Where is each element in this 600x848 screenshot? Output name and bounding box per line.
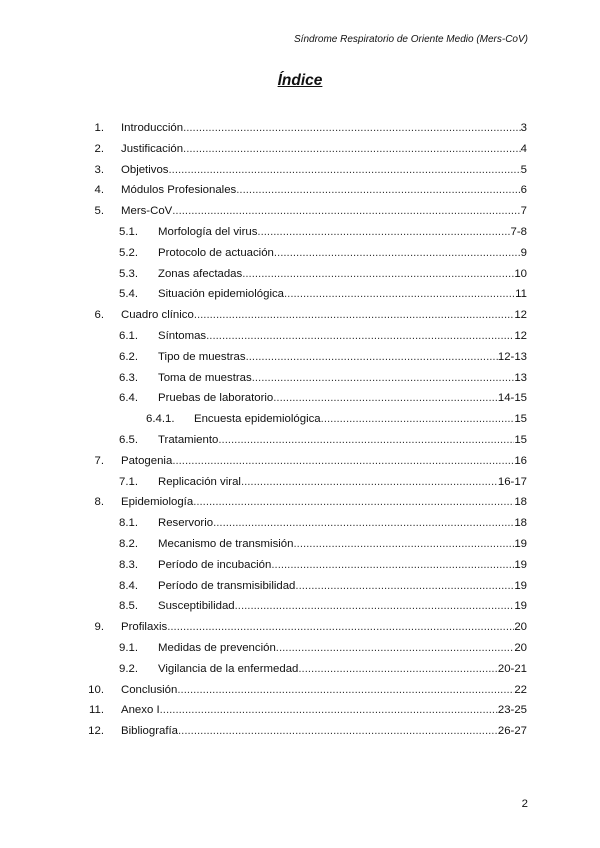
toc-entry (0, 596, 600, 617)
toc-entry-line (158, 596, 527, 617)
toc-entry-page: 16 (514, 454, 527, 467)
toc-entry (0, 680, 600, 701)
toc-entry (0, 617, 600, 638)
toc-entry-page: 18 (514, 517, 527, 530)
dot-leader (218, 430, 514, 451)
toc-entry (0, 409, 600, 430)
toc-entry (0, 368, 600, 389)
dot-leader (242, 264, 514, 285)
toc-entry-number: 8.1. (119, 517, 138, 530)
dot-leader (168, 160, 520, 181)
toc-entry-number: 6.4.1. (146, 413, 175, 426)
toc-entry (0, 638, 600, 659)
toc-entry-title: Anexo I (121, 704, 160, 717)
toc-entry-number: 9.1. (119, 641, 138, 654)
toc-entry-page: 11 (515, 288, 527, 301)
toc-entry-page: 15 (514, 413, 527, 426)
toc-entry-number: 1. (94, 122, 104, 134)
dot-leader (271, 555, 514, 576)
toc-entry-number: 9.2. (119, 662, 138, 675)
toc-entry-page: 20-21 (497, 662, 527, 675)
toc-entry-title: Encuesta epidemiológica (194, 413, 321, 426)
toc-entry-number: 9. (94, 621, 104, 634)
toc-entry-title: Reservorio (158, 517, 214, 530)
toc-entry-page: 12-13 (497, 350, 527, 363)
toc-entry-line (158, 472, 527, 493)
toc-entry-title: Cuadro clínico (121, 309, 194, 322)
toc-entry-number: 6.5. (119, 433, 138, 446)
dot-leader (295, 576, 514, 597)
toc-entry-number: 12. (88, 725, 104, 738)
toc-entry-line (158, 284, 527, 305)
toc-entry-number: 5.1. (119, 225, 138, 238)
dot-leader (183, 118, 521, 139)
page-title: Índice (277, 72, 323, 89)
toc-entry-title: Período de incubación (158, 558, 272, 571)
toc-entry-page: 12 (514, 309, 527, 322)
toc-entry-number: 6.3. (119, 371, 138, 384)
toc-entry-page: 15 (514, 433, 527, 446)
toc-entry-page: 18 (514, 496, 527, 509)
dot-leader (246, 347, 498, 368)
toc-entry (0, 243, 600, 264)
toc-entry-number: 5.3. (119, 267, 138, 280)
toc-entry-title: Protocolo de actuación (158, 246, 274, 259)
toc-entry-line (158, 368, 527, 389)
toc-entry-title: Epidemiología (121, 496, 194, 509)
toc-entry-title: Susceptibilidad (158, 600, 235, 613)
toc-entry-title: Tratamiento (158, 433, 219, 446)
toc-entry-number: 5.2. (119, 246, 138, 259)
toc-entry-title: Módulos Profesionales (121, 184, 237, 197)
toc-entry (0, 721, 600, 742)
toc-entry-line (158, 555, 527, 576)
toc-entry-line (121, 201, 527, 222)
toc-entry-title: Vigilancia de la enfermedad (158, 662, 299, 675)
toc-entry-page: 19 (514, 579, 527, 592)
toc-entry (0, 118, 600, 139)
toc-entry-line (158, 638, 527, 659)
toc-entry-page: 7 (520, 205, 527, 218)
toc-entry-title: Medidas de prevención (158, 641, 276, 654)
toc-entry-line (158, 347, 527, 368)
toc-entry (0, 139, 600, 160)
toc-entry-line (121, 700, 527, 721)
toc-entry-page: 20 (514, 621, 527, 634)
toc-entry-number: 5. (94, 205, 104, 218)
dot-leader (257, 222, 510, 243)
toc-entry (0, 180, 600, 201)
toc-entry-title: Introducción (121, 122, 184, 134)
toc-entry (0, 576, 600, 597)
toc-entry-title: Síntomas (158, 329, 207, 342)
toc-entry-title: Mecanismo de transmisión (158, 537, 294, 550)
toc-entry-number: 8.2. (119, 537, 138, 550)
toc-entry-title: Replicación viral (158, 475, 241, 488)
toc-entry-title: Zonas afectadas (158, 267, 243, 280)
toc-entry-line (158, 430, 527, 451)
toc-entry-line (158, 326, 527, 347)
toc-entry-number: 8. (94, 496, 104, 509)
dot-leader (241, 472, 498, 493)
toc-entry-number: 8.4. (119, 579, 138, 592)
toc-entry-line (158, 534, 527, 555)
toc-entry (0, 347, 600, 368)
dot-leader (193, 492, 514, 513)
toc-entry-page: 14-15 (497, 392, 527, 405)
toc-entry (0, 700, 600, 721)
dot-leader (284, 284, 515, 305)
dot-leader (293, 534, 514, 555)
toc-entry-page: 3 (520, 122, 527, 134)
dot-leader (177, 680, 514, 701)
toc-entry (0, 305, 600, 326)
toc-entry-line (158, 576, 527, 597)
dot-leader (167, 617, 514, 638)
toc-entry-number: 2. (94, 142, 104, 155)
toc-entry-page: 9 (520, 246, 527, 259)
toc-entry-title: Pruebas de laboratorio (158, 392, 274, 405)
toc-entry (0, 451, 600, 472)
toc-entry-page: 22 (514, 683, 527, 696)
toc-entry-page: 19 (514, 537, 527, 550)
toc-entry-page: 13 (514, 371, 527, 384)
toc-entry-page: 6 (520, 184, 527, 197)
toc-entry-page: 7-8 (510, 225, 527, 238)
toc-entry (0, 430, 600, 451)
dot-leader (194, 305, 515, 326)
dot-leader (235, 596, 515, 617)
dot-leader (213, 513, 514, 534)
toc-entry-line (121, 118, 527, 139)
toc-entry-line (158, 388, 527, 409)
toc-entry-line (121, 180, 527, 201)
toc-entry-line (194, 409, 527, 430)
table-of-contents (0, 118, 600, 742)
toc-entry-line (121, 492, 527, 513)
toc-entry-line (121, 305, 527, 326)
dot-leader (321, 409, 515, 430)
toc-entry-line (121, 160, 527, 181)
toc-entry-line (121, 680, 527, 701)
toc-entry-page: 19 (514, 558, 527, 571)
dot-leader (298, 659, 497, 680)
toc-entry-line (121, 451, 527, 472)
toc-entry (0, 264, 600, 285)
toc-entry-page: 19 (514, 600, 527, 613)
toc-entry-number: 6.4. (119, 392, 138, 405)
toc-entry-line (158, 243, 527, 264)
toc-entry-number: 4. (94, 184, 104, 197)
dot-leader (274, 243, 521, 264)
toc-entry (0, 534, 600, 555)
toc-entry (0, 222, 600, 243)
toc-entry-title: Profilaxis (121, 621, 168, 634)
toc-entry-number: 6.2. (119, 350, 138, 363)
toc-entry-title: Objetivos (121, 163, 169, 176)
dot-leader (183, 139, 521, 160)
toc-entry-title: Patogenia (121, 454, 173, 467)
toc-entry-number: 3. (94, 163, 104, 176)
toc-entry-line (158, 222, 527, 243)
toc-entry-page: 10 (514, 267, 527, 280)
toc-entry-page: 23-25 (497, 704, 527, 717)
dot-leader (172, 451, 514, 472)
toc-entry (0, 201, 600, 222)
toc-entry-line (121, 617, 527, 638)
dot-leader (160, 700, 498, 721)
toc-entry-title: Conclusión (121, 683, 178, 696)
toc-entry-title: Situación epidemiológica (158, 288, 285, 301)
toc-entry-page: 16-17 (497, 475, 527, 488)
toc-entry (0, 284, 600, 305)
dot-leader (273, 388, 498, 409)
toc-entry-line (158, 264, 527, 285)
toc-entry-page: 5 (520, 163, 527, 176)
dot-leader (172, 201, 520, 222)
toc-entry-title: Toma de muestras (158, 371, 252, 384)
toc-entry-page: 4 (520, 142, 527, 155)
toc-entry (0, 555, 600, 576)
toc-entry-page: 26-27 (497, 725, 527, 738)
toc-entry-number: 5.4. (119, 288, 138, 301)
toc-entry-line (121, 139, 527, 160)
running-header: Síndrome Respiratorio de Oriente Medio (Mers-CoV) (294, 34, 528, 45)
toc-entry-number: 6. (94, 309, 104, 322)
toc-entry-title: Morfología del virus (158, 225, 258, 238)
toc-entry (0, 388, 600, 409)
toc-entry (0, 659, 600, 680)
toc-entry (0, 492, 600, 513)
toc-entry (0, 326, 600, 347)
toc-entry-title: Período de transmisibilidad (158, 579, 296, 592)
toc-entry-number: 7. (94, 454, 104, 467)
toc-entry-line (121, 721, 527, 742)
toc-entry-title: Tipo de muestras (158, 350, 246, 363)
toc-entry-number: 8.3. (119, 558, 138, 571)
toc-entry (0, 513, 600, 534)
dot-leader (236, 180, 520, 201)
page-number: 2 (521, 798, 528, 810)
toc-entry-number: 6.1. (119, 329, 138, 342)
dot-leader (252, 368, 515, 389)
dot-leader (178, 721, 498, 742)
toc-entry-number: 8.5. (119, 600, 138, 613)
toc-entry-title: Mers-CoV (121, 205, 173, 218)
toc-entry-line (158, 659, 527, 680)
toc-entry-page: 20 (514, 641, 527, 654)
toc-entry-page: 12 (514, 329, 527, 342)
toc-entry-title: Bibliografía (121, 725, 178, 738)
toc-entry-number: 7.1. (119, 475, 138, 488)
toc-entry-title: Justificación (121, 142, 184, 155)
toc-entry-number: 11. (89, 704, 104, 717)
dot-leader (276, 638, 515, 659)
toc-entry (0, 160, 600, 181)
toc-entry (0, 472, 600, 493)
toc-entry-number: 10. (88, 683, 104, 696)
toc-entry-line (158, 513, 527, 534)
dot-leader (206, 326, 514, 347)
